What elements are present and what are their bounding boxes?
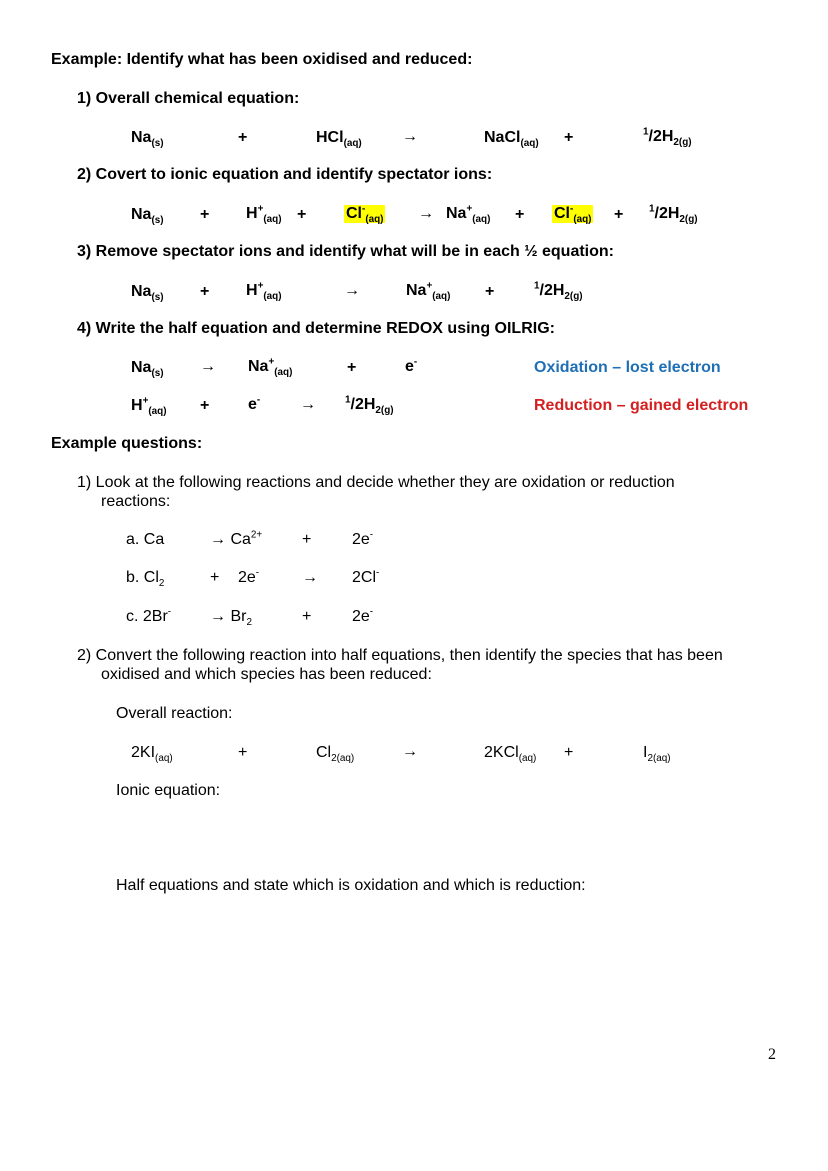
eq4-electron1: e-	[405, 356, 418, 375]
ionic-equation-label: Ionic equation:	[116, 782, 221, 799]
eq3-plus1: +	[200, 283, 210, 300]
eq3-arrow: →	[344, 282, 360, 299]
q1c-product: → $Br_2$	[210, 608, 252, 629]
eq4-na-ion: $Na^+_{(aq)}$	[248, 356, 293, 379]
eq1-na: $Na_{(s)}$	[131, 129, 164, 150]
q1-text-line1: 1) Look at the following reactions and decide whether they are oxidation or reduction	[77, 474, 675, 491]
step1-heading: 1) Overall chemical equation:	[77, 90, 300, 107]
eq4-electron2: e-	[248, 394, 261, 413]
q1a-electrons: 2e-	[352, 529, 374, 548]
q2-text-line1: 2) Convert the following reaction into half equations, then identify the species that has been	[77, 647, 723, 664]
eq4-plus1: +	[347, 359, 357, 376]
eq4-na: $Na_{(s)}$	[131, 359, 164, 380]
q2-i2: $I_{2(aq)}$	[643, 744, 671, 765]
eq2-plus1: +	[200, 206, 210, 223]
eq3-na: $Na_{(s)}$	[131, 283, 164, 304]
q2-kcl: 2KCl$_{(aq)}$	[484, 744, 537, 765]
eq3-h2: $^1/2H_{2(g)}$	[534, 280, 583, 303]
example-heading: Example: Identify what has been oxidised and reduced:	[51, 51, 473, 68]
q1c-electrons: 2e-	[352, 606, 374, 625]
q1c-plus: +	[302, 608, 312, 625]
eq4-arrow1: →	[200, 358, 216, 375]
eq2-plus4: +	[614, 206, 624, 223]
step3-heading: 3) Remove spectator ions and identify what will be in each ½ equation:	[77, 243, 614, 260]
eq2-arrow: →	[418, 205, 434, 222]
step2-heading: 2) Covert to ionic equation and identify spectator ions:	[77, 166, 493, 183]
q1b-plus: +	[210, 569, 220, 586]
eq2-cl-ion-spectator-2: $Cl^-_{(aq)}$	[554, 203, 592, 226]
page-number: 2	[768, 1046, 776, 1063]
eq1-plus1: +	[238, 129, 248, 146]
eq3-h-ion: $H^+_{(aq)}$	[246, 280, 282, 303]
half-equations-label: Half equations and state which is oxidation and which is reduction:	[116, 877, 586, 894]
eq2-plus3: +	[515, 206, 525, 223]
q2-cl2: $Cl_{2(aq)}$	[316, 744, 355, 765]
q1b-electrons: 2e-	[238, 567, 260, 586]
q1b-arrow: →	[302, 569, 318, 586]
eq2-na: $Na_{(s)}$	[131, 206, 164, 227]
q2-plus1: +	[238, 744, 248, 761]
q1a-plus: +	[302, 531, 312, 548]
q2-text-line2: oxidised and which species has been reduced:	[101, 666, 432, 683]
oxidation-label: Oxidation – lost electron	[534, 359, 721, 376]
eq1-nacl: NaCl$_{(aq)}$	[484, 129, 539, 150]
q2-plus2: +	[564, 744, 574, 761]
eq3-plus2: +	[485, 283, 495, 300]
q1b-product: 2Cl-	[352, 567, 380, 586]
eq2-na-ion: $Na^+_{(aq)}$	[446, 203, 491, 226]
step4-heading: 4) Write the half equation and determine REDOX using OILRIG:	[77, 320, 555, 337]
q1a-product: → $Ca^{2+}$	[210, 529, 263, 548]
eq2-plus2: +	[297, 206, 307, 223]
eq4-h2: $^1/2H_{2(g)}$	[345, 394, 394, 417]
q2-arrow: →	[402, 743, 418, 760]
eq1-arrow: →	[402, 128, 418, 145]
q1b-reactant: b. $Cl_2$	[126, 569, 165, 590]
questions-heading: Example questions:	[51, 435, 203, 452]
q1-text-line2: reactions:	[101, 493, 171, 510]
eq1-plus2: +	[564, 129, 574, 146]
overall-reaction-label: Overall reaction:	[116, 705, 233, 722]
eq4-h-ion: $H^+_{(aq)}$	[131, 395, 167, 418]
eq2-h-ion: $H^+_{(aq)}$	[246, 203, 282, 226]
eq2-h2: $^1/2H_{2(g)}$	[649, 203, 698, 226]
q2-ki: $2KI_{(aq)}$	[131, 744, 173, 765]
eq4-plus2: +	[200, 397, 210, 414]
eq4-arrow2: →	[300, 396, 316, 413]
eq2-cl-ion-spectator: $Cl^-_{(aq)}$	[346, 203, 384, 226]
eq3-na-ion: $Na^+_{(aq)}$	[406, 280, 451, 303]
q1c-reactant: c. 2Br-	[126, 606, 172, 625]
eq1-h2: $^1/2H_{2(g)}$	[643, 126, 692, 149]
reduction-label: Reduction – gained electron	[534, 397, 749, 414]
q1a-reactant: a. Ca	[126, 531, 165, 548]
eq1-hcl: HCl$_{(aq)}$	[316, 129, 362, 150]
